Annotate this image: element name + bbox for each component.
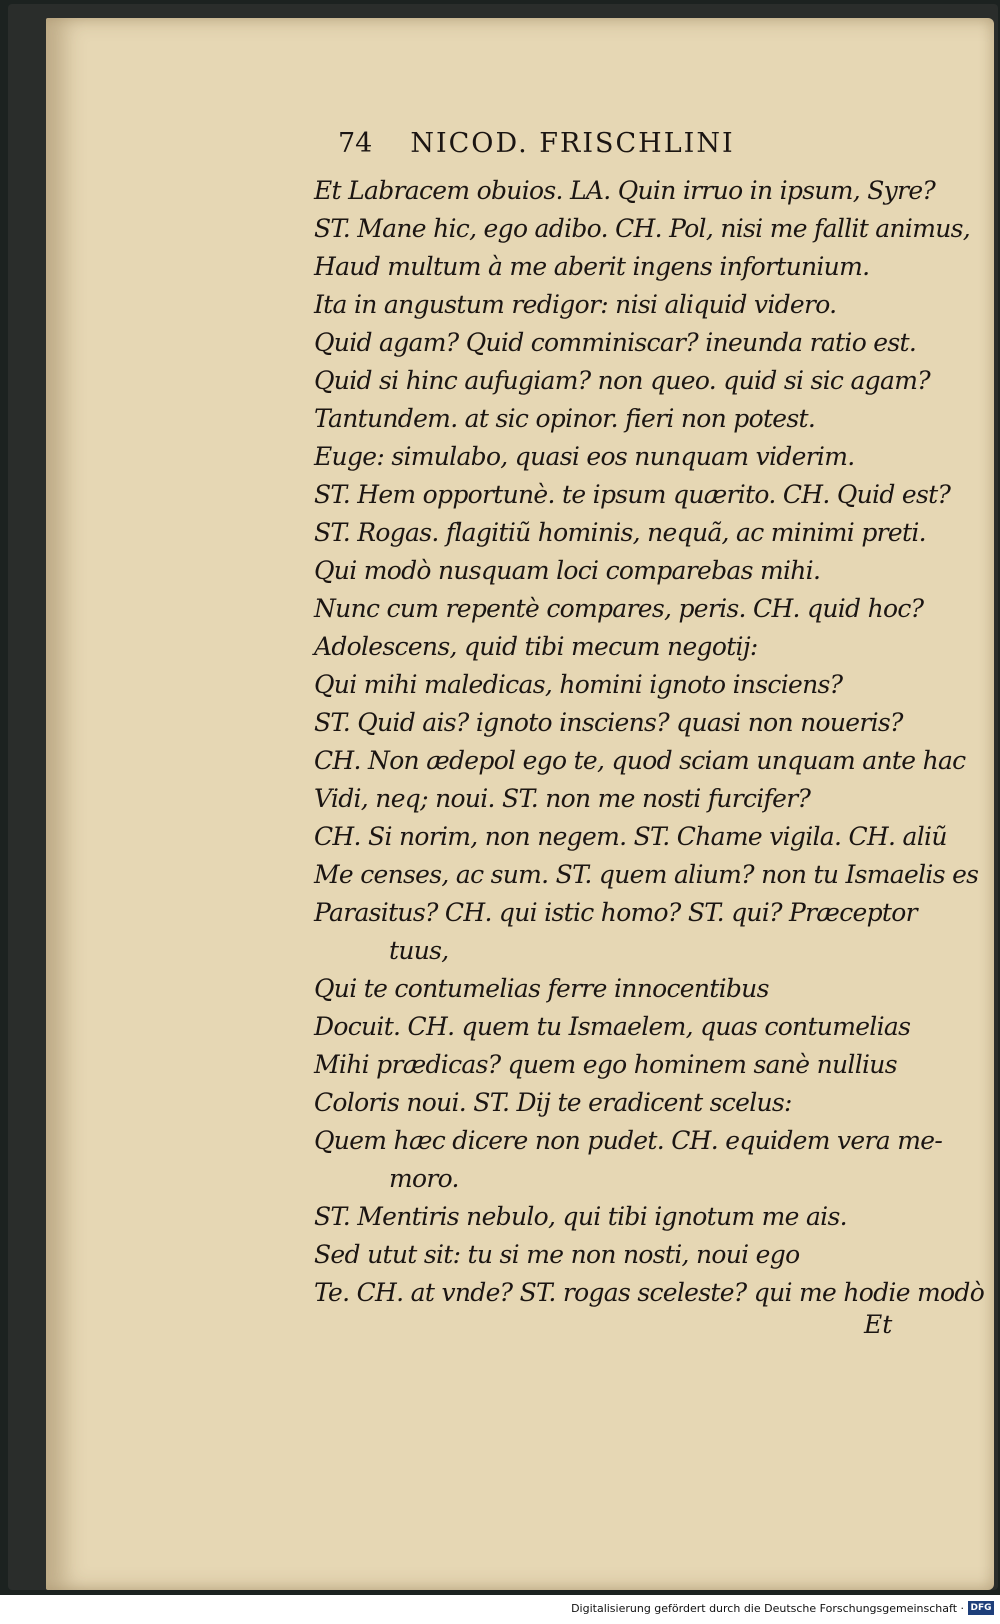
text-line: CH. Non ædepol ego te, quod sciam unquam ante hac (314, 746, 966, 775)
text-line: ST. Mane hic, ego adibo. CH. Pol, nisi me fallit animus, (314, 214, 970, 243)
text-line: Tantundem. at sic opinor. fieri non potest. (314, 404, 816, 433)
text-line: Nunc cum repentè compares, peris. CH. quid hoc? (314, 594, 924, 623)
text-block (314, 172, 985, 1312)
catchword: Et (864, 1310, 893, 1339)
text-line: Quid agam? Quid comminiscar? ineunda ratio est. (314, 328, 917, 357)
text-line: Qui mihi maledicas, homini ignoto insciens? (314, 670, 843, 699)
text-line: Qui te contumelias ferre innocentibus (314, 974, 769, 1003)
text-line: Parasitus? CH. qui istic homo? ST. qui? Præceptor (314, 898, 917, 927)
text-line: Quid si hinc aufugiam? non queo. quid si sic agam? (314, 366, 930, 395)
text-line: Qui modò nusquam loci comparebas mihi. (314, 556, 821, 585)
text-line-continuation: tuus, (389, 936, 449, 965)
text-line: Te. CH. at vnde? ST. rogas scelestе? qui me hodie modò (314, 1278, 985, 1307)
dfg-logo: DFG (968, 1601, 994, 1615)
text-line: Et Labracem obuios. LA. Quin irruo in ipsum, Syre? (314, 176, 936, 205)
text-line: Coloris noui. ST. Dij te eradicent scelus: (314, 1088, 792, 1117)
text-line: Ita in angustum redigor: nisi aliquid videro. (314, 290, 837, 319)
book-page (46, 18, 994, 1590)
text-line: Vidi, neq; noui. ST. non me nosti furcifer? (314, 784, 811, 813)
digitization-footer (0, 1595, 1000, 1624)
text-line: Euge: simulabo, quasi eos nunquam viderim. (314, 442, 855, 471)
running-head-title: NICOD. FRISCHLINI (410, 127, 735, 159)
text-line: Quem hæc dicere non pudet. CH. equidem vera me- (314, 1126, 943, 1155)
page-number: 74 (338, 127, 373, 159)
text-line: ST. Hem opportunè. te ipsum quærito. CH. Quid est? (314, 480, 951, 509)
text-line: ST. Quid ais? ignoto insciens? quasi non noueris? (314, 708, 903, 737)
text-line: Sed utut sit: tu si me non nosti, noui ego (314, 1240, 800, 1269)
text-line: Adolescens, quid tibi mecum negotij: (314, 632, 758, 661)
footer-credit: Digitalisierung gefördert durch die Deutsche Forschungsgemeinschaft · (571, 1602, 964, 1615)
text-line: ST. Mentiris nebulo, qui tibi ignotum me ais. (314, 1202, 847, 1231)
text-line: Docuit. CH. quem tu Ismaelem, quas contumelias (314, 1012, 911, 1041)
text-line: ST. Rogas. flagitiũ hominis, nequã, ac minimi preti. (314, 518, 926, 547)
text-line-continuation: moro. (389, 1164, 459, 1193)
text-line: Haud multum à me aberit ingens infortunium. (314, 252, 870, 281)
text-line: Mihi prædicas? quem ego hominem sanè nullius (314, 1050, 897, 1079)
text-line: CH. Si norim, non negem. ST. Chame vigila. CH. aliũ (314, 822, 947, 851)
running-head (338, 118, 858, 168)
text-line: Me censes, ac sum. ST. quem alium? non tu Ismaelis es (314, 860, 979, 889)
